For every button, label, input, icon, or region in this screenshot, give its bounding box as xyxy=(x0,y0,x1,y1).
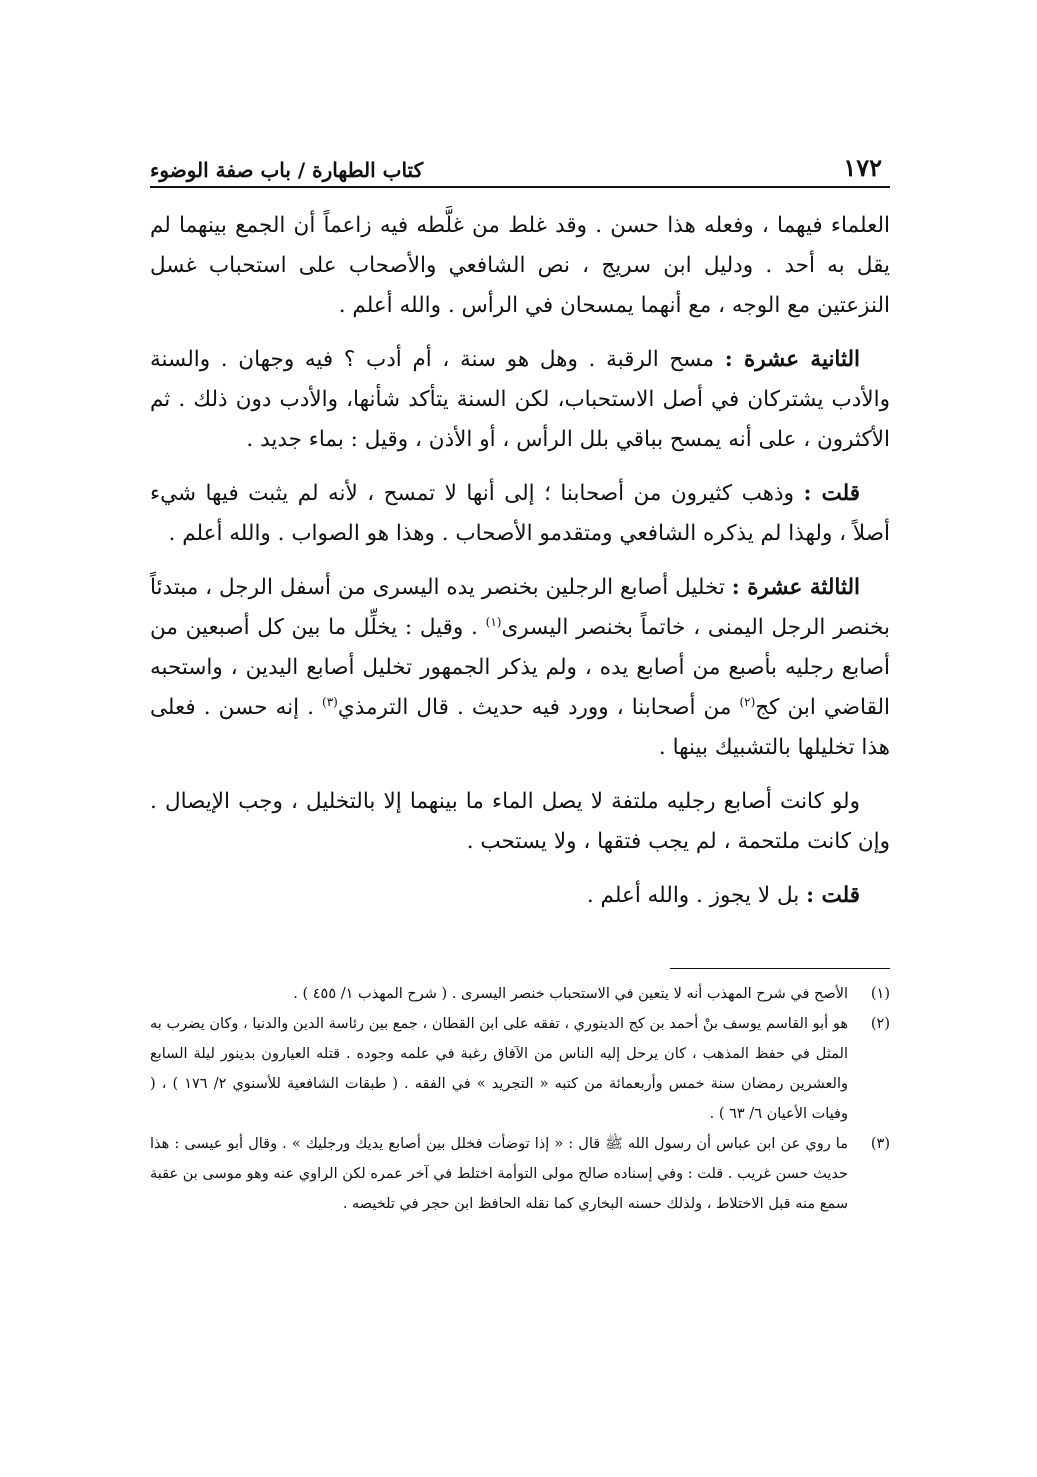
footnotes xyxy=(150,979,890,1219)
paragraph-2 xyxy=(150,340,890,460)
footnote-3 xyxy=(150,1129,890,1219)
book-page xyxy=(150,140,890,1219)
paragraph-text: العلماء فيهما ، وفعله هذا حسن . وقد غلط من غلَّطه فيه زاعماً أن الجمع بينهما لم يقل به أحد . ودليل ابن سريج ، نص الشافعي والأصحاب على استحباب غسل النزعتين مع الوجه ، مع أنهما يمسحان في الرأس . والله أعلم . xyxy=(150,213,890,318)
paragraph-6 xyxy=(150,876,890,916)
footnote-text: الأصح في شرح المهذب أنه لا يتعين في الاستحباب خنصر اليسرى . ( شرح المهذب ١/ ٤٥٥ ) . xyxy=(293,986,848,1002)
page-header xyxy=(150,140,890,188)
paragraph-text: بل لا يجوز . والله أعلم . xyxy=(586,883,807,908)
footnote-divider xyxy=(670,968,890,969)
footnote-ref-2: (٢) xyxy=(739,694,756,709)
paragraph-text: مسح الرقبة . وهل هو سنة ، أم أدب ؟ فيه وجهان . والسنة والأدب يشتركان في أصل الاستحباب، لكن السنة يتأكد شأنها، والأدب دون ذلك . ثم الأكثرون ، على أنه يمسح بباقي بلل الرأس ، أو الأذن ، وقيل : بماء جديد . xyxy=(150,347,890,452)
paragraph-4 xyxy=(150,568,890,768)
running-title: كتاب الطهارة / باب صفة الوضوء xyxy=(150,158,424,182)
section-lead: قلت : xyxy=(806,883,860,908)
section-lead: الثانية عشرة : xyxy=(724,347,860,372)
paragraph-1 xyxy=(150,206,890,326)
section-lead: الثالثة عشرة : xyxy=(731,575,860,600)
paragraph-5 xyxy=(150,782,890,862)
footnote-ref-1: (١) xyxy=(485,614,502,629)
section-lead: قلت : xyxy=(803,481,860,506)
paragraph-text: من أصحابنا ، وورد فيه حديث . قال الترمذي xyxy=(337,695,740,720)
footnote-2 xyxy=(150,1009,890,1129)
footnote-ref-3: (٣) xyxy=(322,694,338,709)
footnote-text: ما روي عن ابن عباس أن رسول الله ﷺ قال : « إذا توضأت فخلل بين أصابع يديك ورجليك » . وقال أبو عيسى : هذا حديث حسن غريب . قلت : وفي إسناده صالح مولى التوأمة اختلط في آخر عمره لكن الراوي عنه وهو موسى بن عقبة سمع منه قبل الاختلاط ، ولذلك حسنه البخاري كما نقله الحافظ ابن حجر في تلخيصه . xyxy=(150,1136,848,1212)
footnote-1 xyxy=(150,979,890,1009)
paragraph-3 xyxy=(150,474,890,554)
paragraph-text: . وقيل : يخلِّل ما بين كل أصبعين من أصابع رجليه بأصبع من أصابع يده ، ولم يذكر الجمهور تخليل أصابع اليدين ، واستحبه القاضي ابن كج xyxy=(150,615,890,720)
footnote-text: هو أبو القاسم يوسف بنْ أحمد بن كج الدينوري ، تفقه على ابن القطان ، جمع بين رئاسة الدين والدنيا ، وكان يضرب به المثل في حفظ المذهب ، كان يرحل إليه الناس من الآفاق رغبة في علمه وجوده . قتله العيارون بدينور ليلة السابع والعشرين رمضان سنة خمس وأربعمائة من كتبه « التجريد » في الفقه . ( طبقات الشافعية للأسنوي ٢/ ١٧٦ ) ، ( وفيات الأعيان ٦/ ٦٣ ) . xyxy=(150,1016,848,1122)
footnote-number: (٣) xyxy=(870,1136,890,1152)
paragraph-text: . إنه حسن . فعلى هذا تخليلها بالتشبيك بينها . xyxy=(150,695,890,760)
footnote-number: (١) xyxy=(870,986,890,1002)
paragraph-text: ولو كانت أصابع رجليه ملتفة لا يصل الماء ما بينهما إلا بالتخليل ، وجب الإيصال . وإن كانت ملتحمة ، لم يجب فتقها ، ولا يستحب . xyxy=(150,789,890,854)
footnote-number: (٢) xyxy=(870,1016,890,1032)
paragraph-text: تخليل أصابع الرجلين بخنصر يده اليسرى من أسفل الرجل ، مبتدئاً بخنصر الرجل اليمنى ، خاتماً بخنصر اليسرى xyxy=(150,575,890,640)
page-number: ١٧٢ xyxy=(843,153,882,182)
main-text xyxy=(150,206,890,916)
paragraph-text: وذهب كثيرون من أصحابنا ؛ إلى أنها لا تمسح ، لأنه لم يثبت فيها شيء أصلاً ، ولهذا لم يذكره الشافعي ومتقدمو الأصحاب . وهذا هو الصواب . والله أعلم . xyxy=(150,481,890,546)
